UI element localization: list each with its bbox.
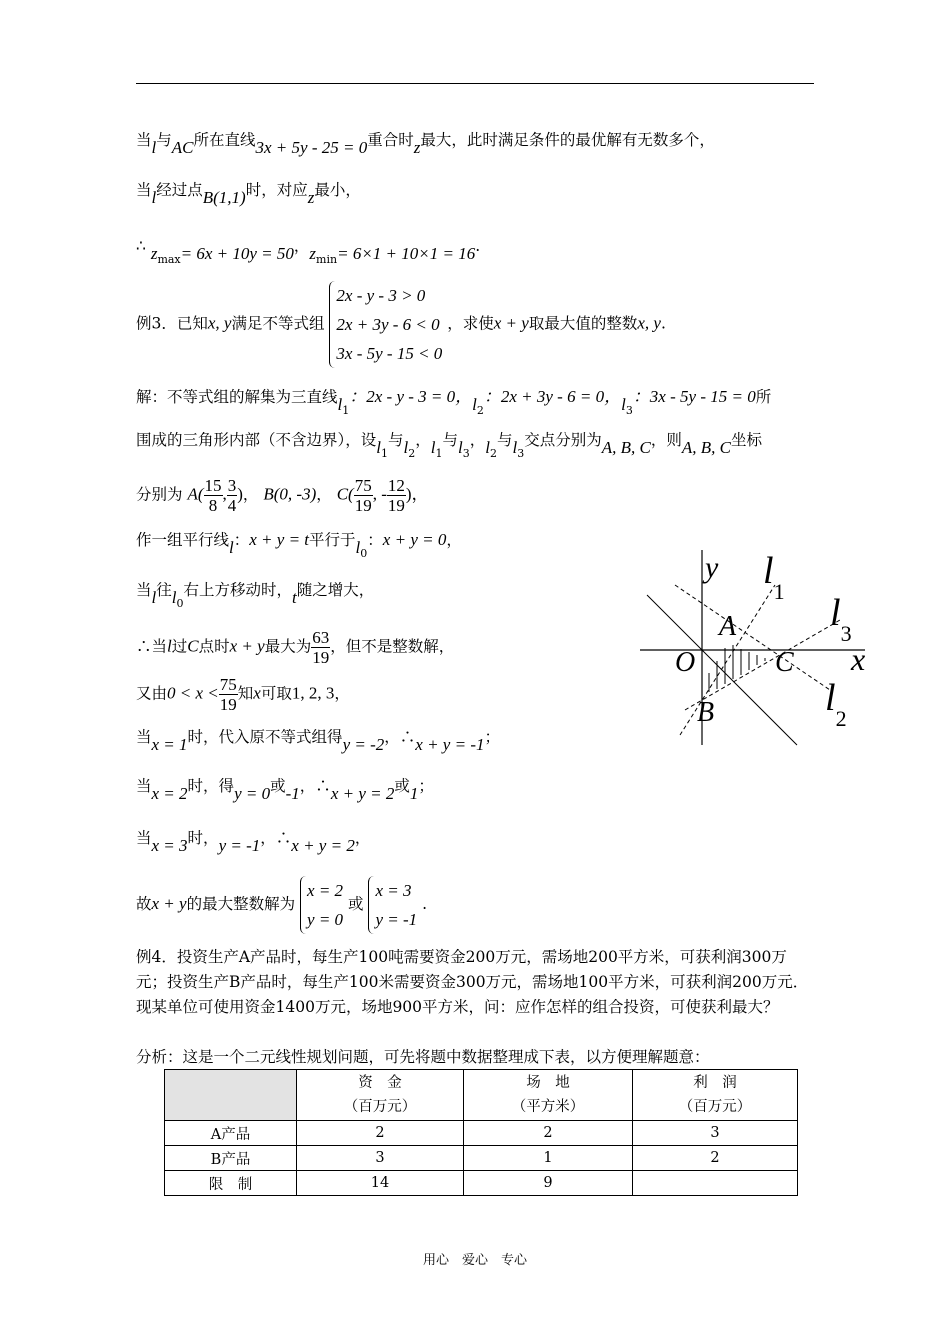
solution-parallel-lines: 作一组平行线l：x + y = t平行于$l_0$：x + y = 0，: [136, 530, 462, 560]
table-row: B产品 3 1 2: [165, 1146, 798, 1171]
label-y: y: [705, 551, 719, 584]
solution-x-range: 又由0 < x < $\frac{75}{19}$ 知x可取1, 2, 3，: [136, 675, 350, 714]
coordinate-figure: [625, 545, 885, 765]
solution-max: ∴当l过C点时x + y最大为 $\frac{63}{19}$ ，但不是整数解，: [136, 628, 455, 667]
header-rule: [136, 83, 814, 84]
inequality-system: 2x - y - 3 > 0 2x + 3y - 6 < 0 3x - 5y - 15 < 0: [329, 281, 442, 368]
label-l3: $l_3$: [830, 592, 852, 646]
example-4-text: 例4．投资生产A产品时，每生产100吨需要资金200万元，需场地200平方米，可获利润300万元；投资生产B产品时，每生产100米需要资金300万元，需场地100平方米，可获利润200万元．现某单位可使用资金1400万元，场地900平方米，问：应作怎样的组合投资，可使获利最大？: [136, 948, 809, 1016]
solution-move: 当l往$l_0$右上方移动时，t随之增大，: [136, 581, 375, 610]
solution-coordinates: 分别为 A( $\frac{15}{8}$ , $\frac{3}{4}$ )， B(0, -3)， C( $\frac{75}{19}$ , - $\frac{12}{19}$ )，: [136, 476, 429, 515]
label-l1: $l_1$: [763, 550, 785, 604]
line-3-z-values: ∴ $z_{max}= 6x + 10y = 50$，$z_{min}= 6\times 1 + 10\times 1 = 16$.: [136, 237, 481, 266]
label-x: x: [851, 641, 866, 677]
solution-case-2: 当x = 2时，得y = 0或-1，∴x + y = 2或1；: [136, 777, 434, 803]
label-O: O: [675, 647, 696, 678]
solution-case-1: 当x = 1时，代入原不等式组得y = -2，∴x + y = -1；: [136, 728, 500, 754]
solution-line-2: 围成的三角形内部（不含边界），设$l_1$与$l_2$，$l_1$与$l_3$，$l_2$与$l_3$交点分别为A, B, C，则A, B, C坐标: [136, 431, 763, 460]
solution-line-1: 解：不等式组的解集为三直线$l_1$：2x - y - 3 = 0，$l_2$：2x + 3y - 6 = 0，$l_3$：3x - 5y - 15 = 0所: [136, 387, 772, 417]
table-row: A产品 2 2 3: [165, 1121, 798, 1146]
line-2: 当l经过点B(1,1)时，对应z最小，: [136, 181, 361, 207]
line-l2: [675, 585, 830, 690]
label-l2: $l_2$: [825, 677, 847, 731]
label-C: C: [775, 647, 794, 678]
line-1: 当l与AC所在直线3x + 5y - 25 = 0重合时z最大，此时满足条件的最优解有无数多个，: [136, 131, 715, 157]
analysis-text: 分析：这是一个二元线性规划问题，可先将题中数据整理成下表，以方便理解题意：: [136, 1048, 710, 1066]
data-table: [164, 1069, 798, 1196]
solution-case-3: 当x = 3时，y = -1，∴x + y = 2，: [136, 829, 371, 855]
table-header-row: 资 金 （百万元） 场 地 （平方米） 利 润 （百万元）: [165, 1070, 798, 1121]
label-B: B: [697, 697, 715, 728]
page-footer: 用心 爱心 专心: [422, 1253, 527, 1268]
solution-conclusion: 故x + y的最大整数解为 x = 2 y = 0 或 x = 3 y = -1 .: [136, 876, 427, 934]
table-row: 限 制 14 9: [165, 1171, 798, 1196]
example-3: 例3．已知x, y满足不等式组 2x - y - 3 > 0 2x + 3y - 6 < 0 3x - 5y - 15 < 0 ，求使x + y取最大值的整数x, y.: [136, 281, 666, 368]
label-A: A: [719, 611, 737, 642]
